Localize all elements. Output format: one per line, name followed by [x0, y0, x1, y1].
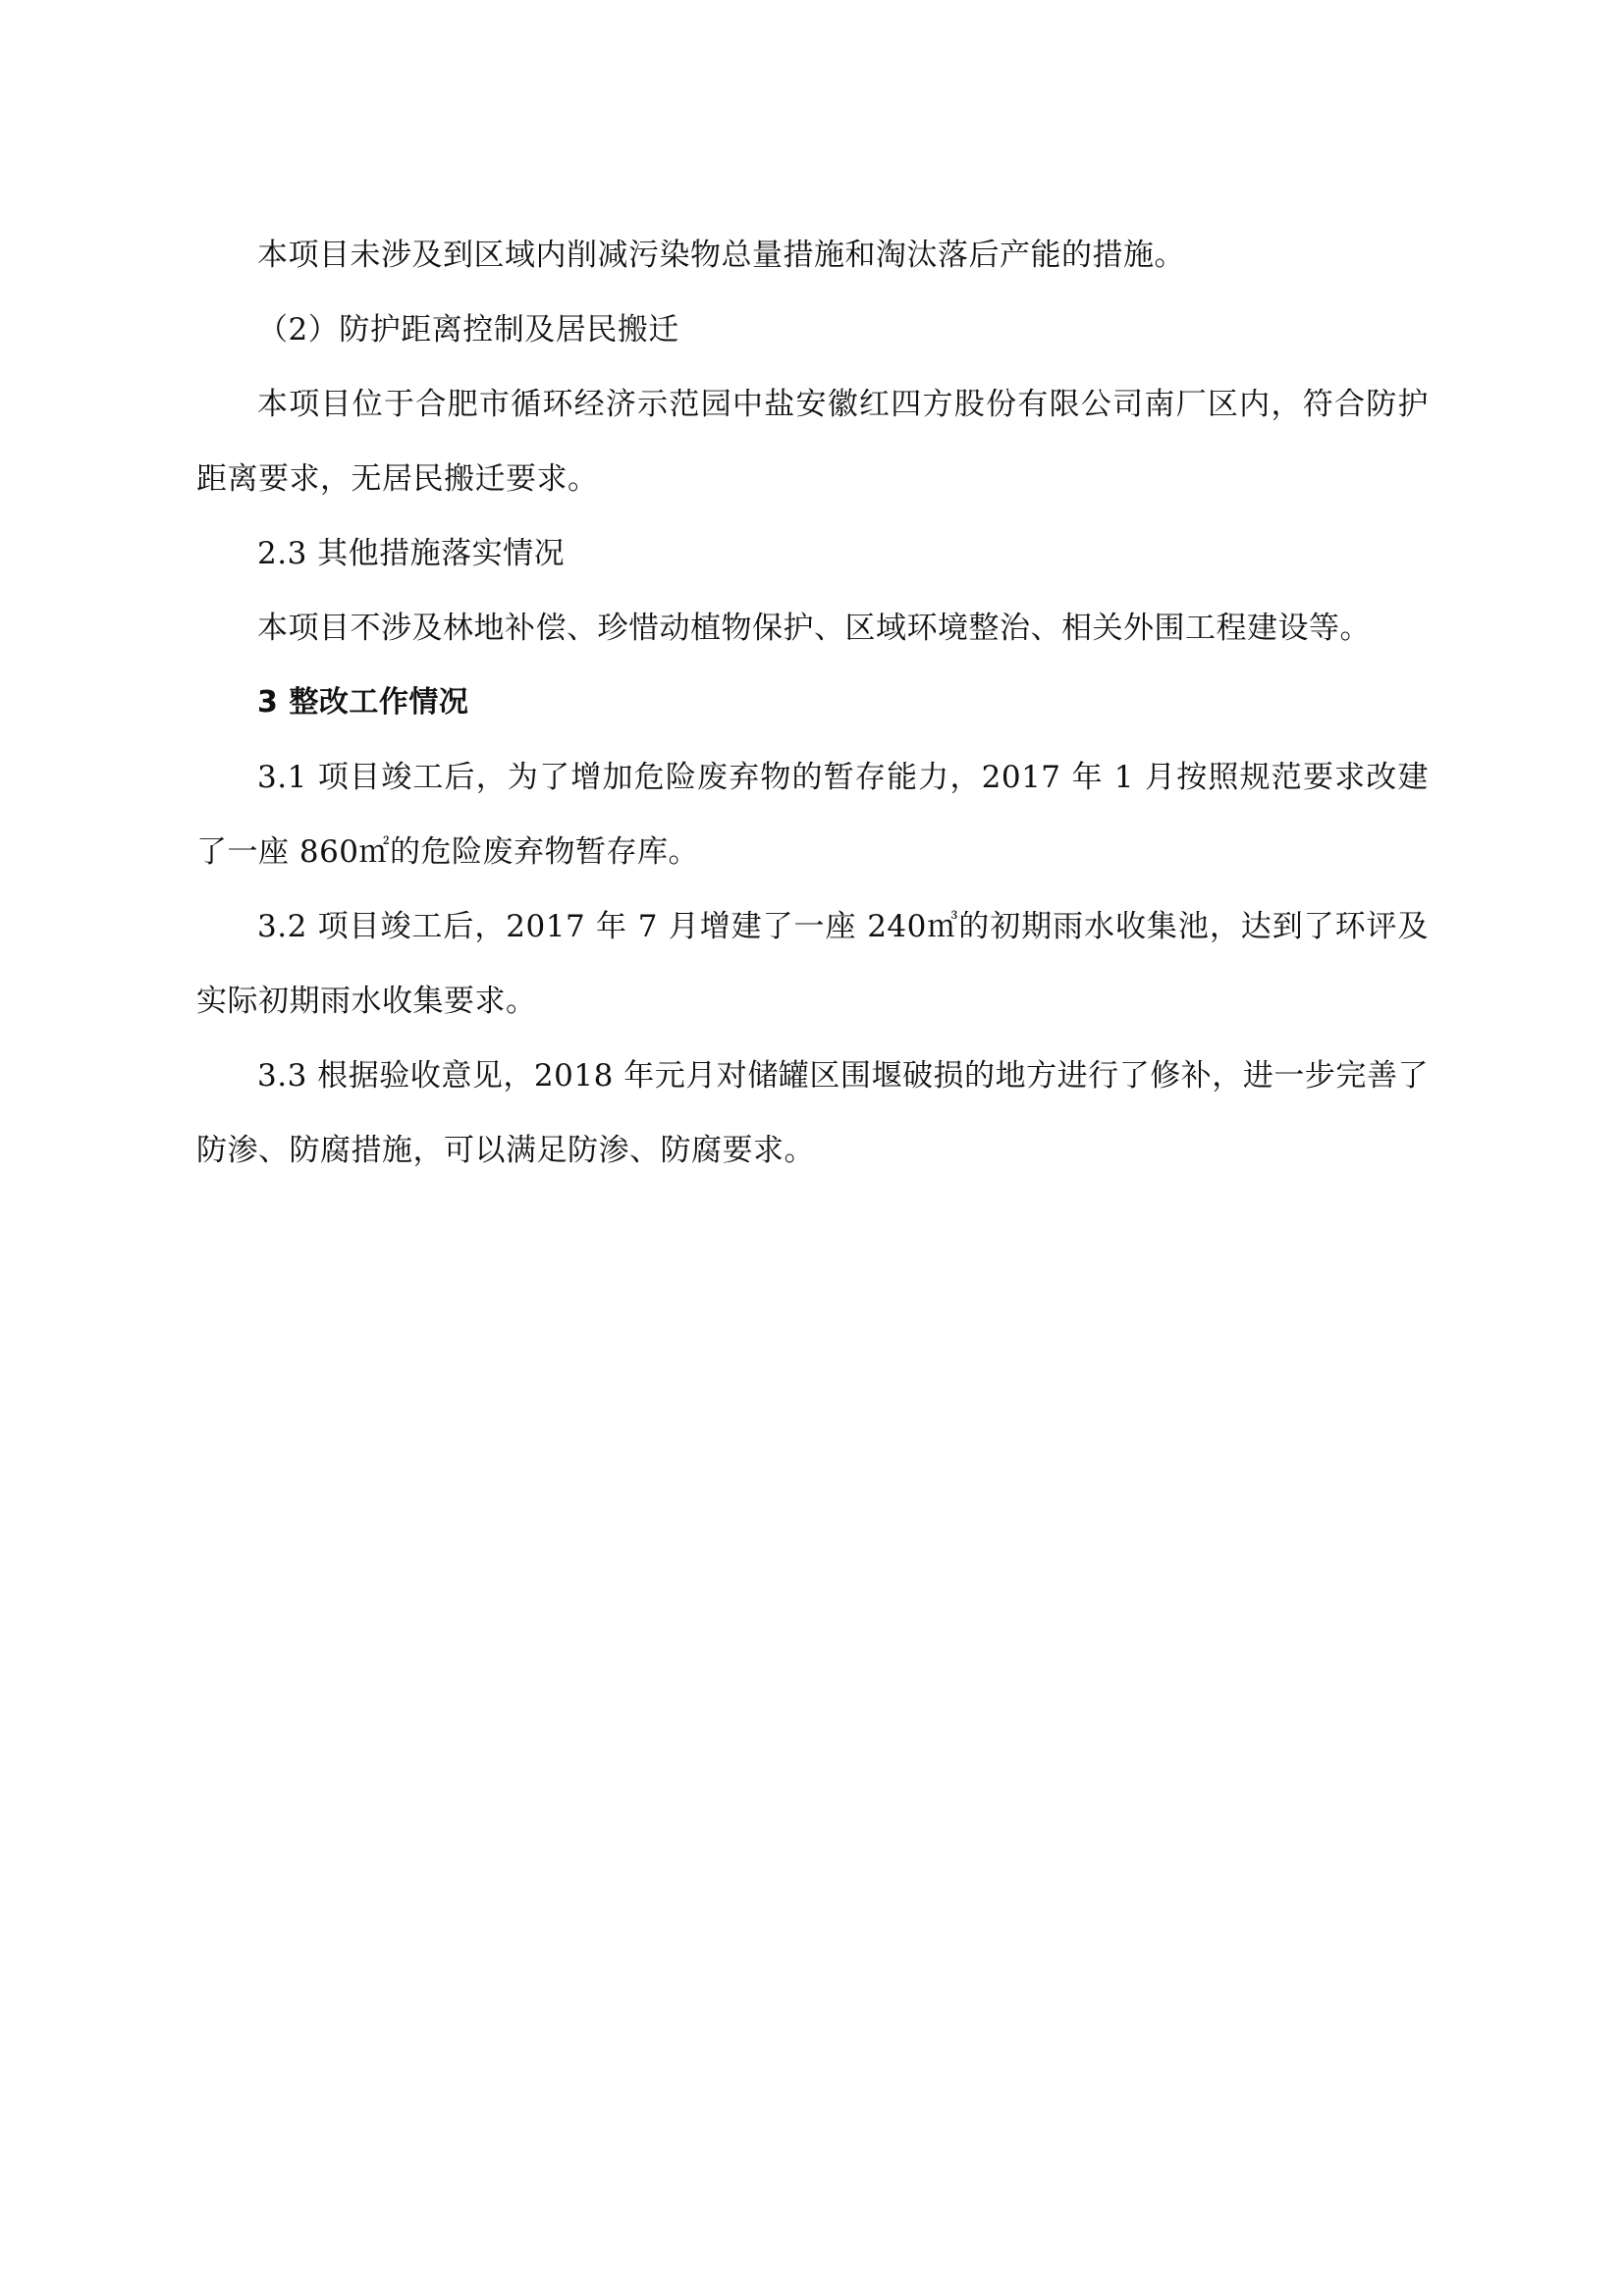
- paragraph-other-measures: 本项目不涉及林地补偿、珍惜动植物保护、区域环境整治、相关外围工程建设等。: [257, 611, 1371, 646]
- paragraph-rectification-3-2: [196, 889, 1429, 1039]
- document-body: [196, 218, 1429, 1188]
- paragraph-reduction-measures: 本项目未涉及到区域内削减污染物总量措施和淘汰落后产能的措施。: [257, 238, 1185, 273]
- paragraph-other-measures-heading: 2.3 其他措施落实情况: [257, 536, 566, 571]
- section-heading-rectification: 3 整改工作情况: [257, 685, 469, 720]
- paragraph-3-1-text-a: 3.1 项目竣工后，为了增加危险废弃物的暂存能力，2017 年 1 月按照规范要求改建了一座 860㎡: [196, 760, 1429, 870]
- paragraph-protection-distance-heading: （2）防护距离控制及居民搬迁: [257, 312, 679, 347]
- paragraph-3-1-text-b: 的危险废弃物暂存库。: [390, 834, 700, 870]
- paragraph-rectification-3-3: 3.3 根据验收意见，2018 年元月对储罐区围堰破损的地方进行了修补，进一步完善了防渗、防腐措施，可以满足防渗、防腐要求。: [196, 1058, 1429, 1168]
- paragraph-project-location: 本项目位于合肥市循环经济示范园中盐安徽红四方股份有限公司南厂区内，符合防护距离要求，无居民搬迁要求。: [196, 387, 1429, 497]
- paragraph-3-2-text-a: 3.2 项目竣工后，2017 年 7 月增建了一座 240㎥: [257, 909, 959, 944]
- paragraph-3-2-text-b: 的初期雨水收集池，达到了环评及实际初期雨水收集要求。: [196, 909, 1429, 1019]
- paragraph-rectification-3-1: [196, 740, 1429, 889]
